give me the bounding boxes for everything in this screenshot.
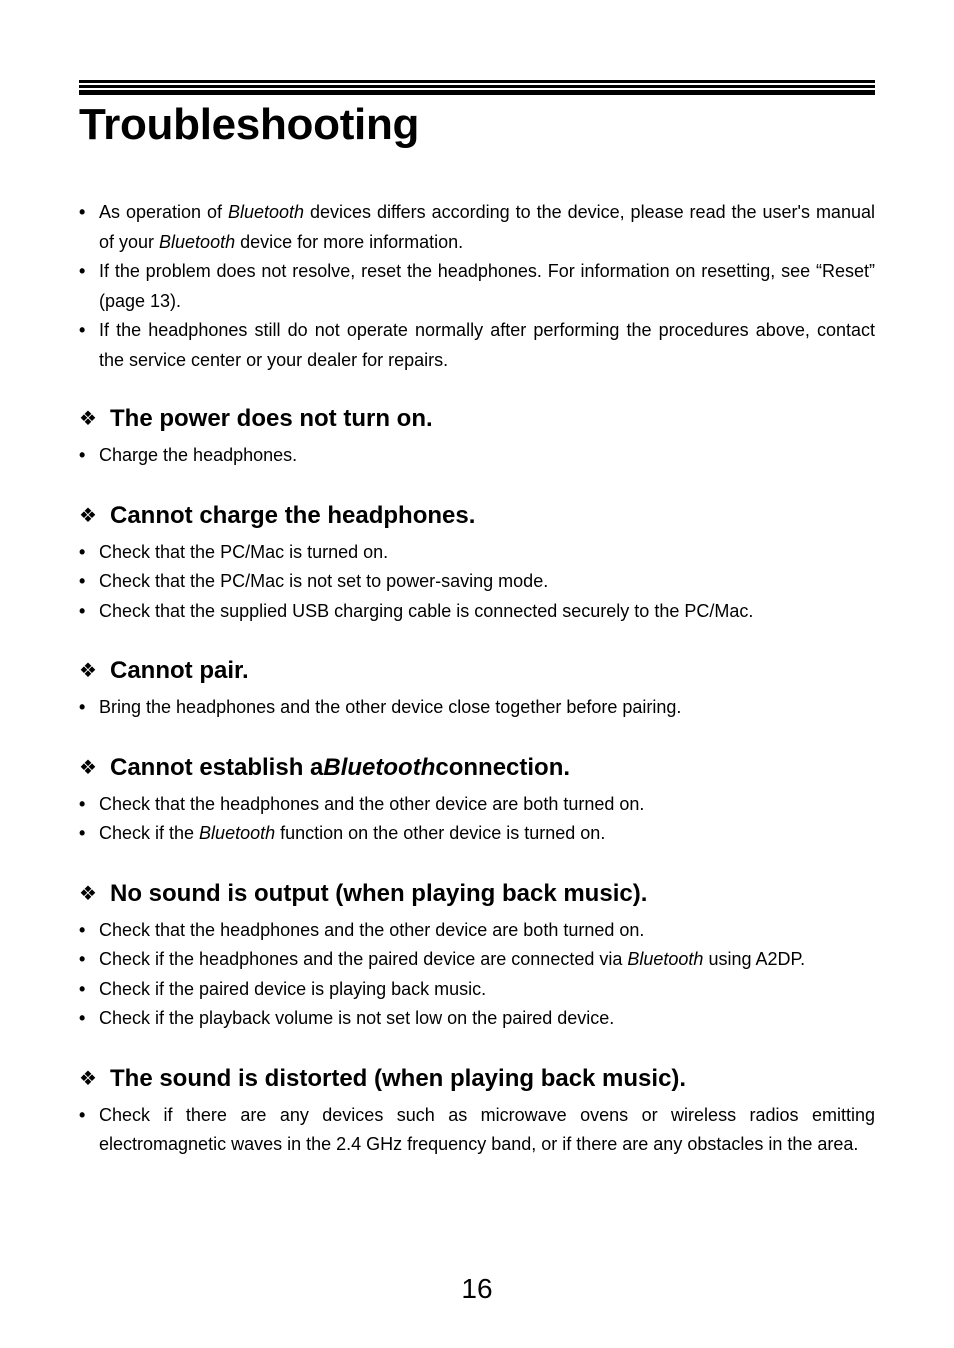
bullet-icon: • [79,445,86,465]
section-heading: ❖ Cannot establish a Bluetooth connection. [79,753,571,781]
diamond-marker-icon: ❖ [79,1067,97,1090]
page-title: Troubleshooting [79,100,420,149]
diamond-marker-icon: ❖ [79,408,97,430]
section-list [79,693,875,723]
intro-list [79,198,875,375]
list-item: • If the headphones still do not operate normally after performing the procedures above, contact the service center or your dealer for repairs. [79,316,875,375]
bullet-icon: • [79,202,86,222]
page-content [79,198,875,1160]
bullet-icon: • [79,919,86,940]
header-rule-bottom [79,90,875,95]
bullet-icon: • [79,949,86,969]
list-item: • Bring the headphones and the other device close together before pairing. [79,693,875,723]
section-list [79,1101,875,1160]
bullet-icon: • [79,793,86,814]
section-list [79,538,875,627]
list-item: • As operation of Bluetooth devices differs according to the device, please read the user's manual of your Bluetooth device for more information. [79,198,875,257]
list-item: • Check that the PC/Mac is turned on. [79,538,875,568]
list-item: • Check that the headphones and the other device are both turned on. [79,916,875,946]
section-list [79,441,875,471]
diamond-marker-icon: ❖ [79,882,97,905]
bullet-icon: • [79,541,86,562]
section-heading: ❖ Cannot pair. [79,657,249,684]
list-item: • Check if the Bluetooth function on the other device is turned on. [79,819,875,849]
list-item: • If the problem does not resolve, reset the headphones. For information on resetting, see “Reset” (page 13). [79,257,875,316]
list-item: • Check that the headphones and the other device are both turned on. [79,790,875,820]
list-item: • Check if there are any devices such as microwave ovens or wireless radios emitting electromagnetic waves in the 2.4 GHz frequency band, or if there are any obstacles in the area. [79,1101,875,1160]
bullet-icon: • [79,697,86,717]
list-item: • Charge the headphones. [79,441,875,471]
header-rule-middle [79,85,875,88]
bullet-icon: • [79,320,86,340]
list-item: • Check if the playback volume is not set low on the paired device. [79,1004,875,1034]
section-list [79,790,875,849]
section-heading: ❖ No sound is output (when playing back music). [79,879,648,907]
section-heading: ❖ The sound is distorted (when playing back music). [79,1064,687,1092]
bullet-icon: • [79,571,86,591]
section-heading: ❖ Cannot charge the headphones. [79,501,476,529]
bullet-icon: • [79,1008,86,1028]
header-rule-top [79,80,875,83]
diamond-marker-icon: ❖ [79,660,97,682]
bullet-icon: • [79,1104,86,1125]
bullet-icon: • [79,978,86,999]
list-item: • Check that the supplied USB charging cable is connected securely to the PC/Mac. [79,597,875,627]
bullet-icon: • [79,823,86,843]
list-item: • Check if the paired device is playing back music. [79,975,875,1005]
diamond-marker-icon: ❖ [79,504,97,527]
section-list [79,916,875,1034]
page-number: 16 [461,1273,493,1304]
bullet-icon: • [79,600,86,621]
bullet-icon: • [79,261,86,281]
list-item: • Check if the headphones and the paired device are connected via Bluetooth using A2DP. [79,945,875,975]
section-heading: ❖ The power does not turn on. [79,405,433,432]
list-item: • Check that the PC/Mac is not set to power-saving mode. [79,567,875,597]
diamond-marker-icon: ❖ [79,756,97,779]
